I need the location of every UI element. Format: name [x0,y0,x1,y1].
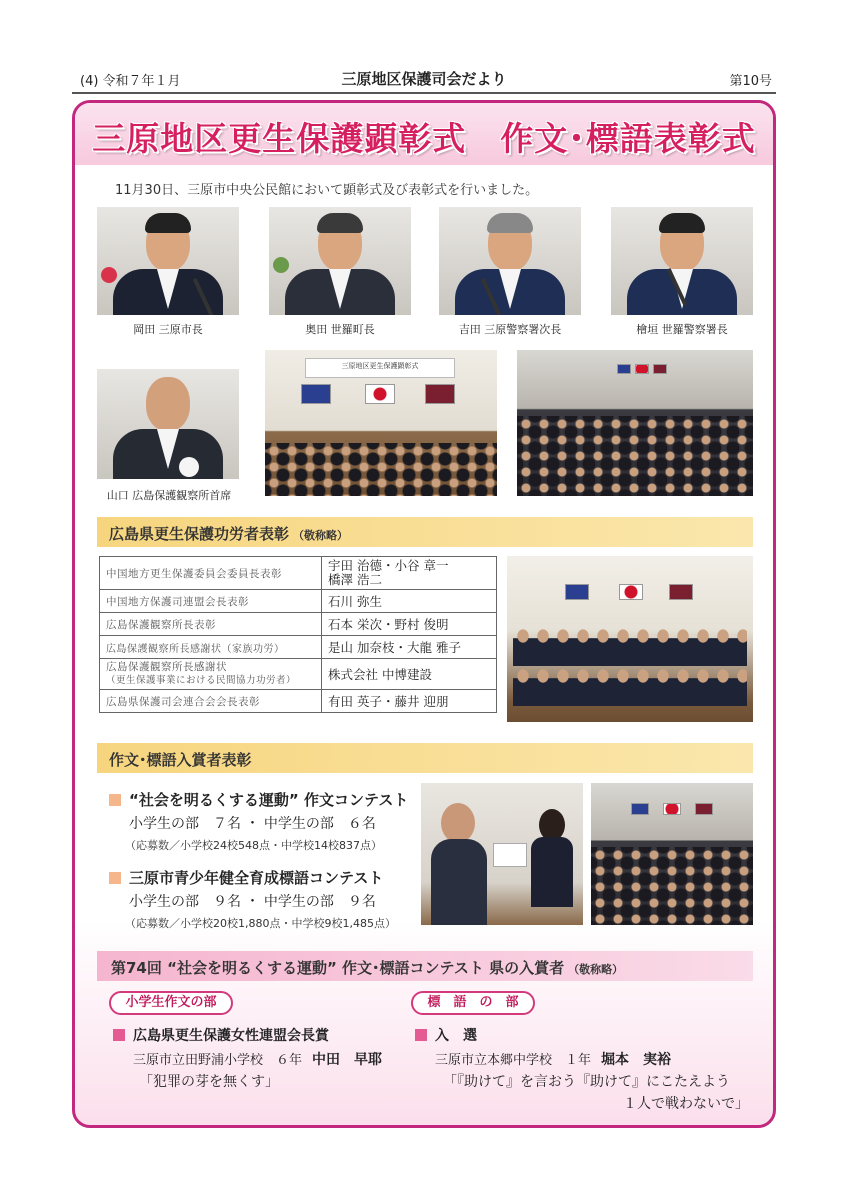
award-title: 広島県保護司会連合会会長表彰 [100,690,322,713]
table-row [100,590,497,613]
award-title: 中国地方保護司連盟会長表彰 [100,590,322,613]
slogan-contest-heading: 三原市青少年健全育成標語コンテスト [109,867,383,888]
essay-contest-counts: 小学生の部 ７名 ・ 中学生の部 ６名 [129,816,376,832]
photo-yamaguchi [97,369,239,479]
award-name: 石川 弥生 [322,590,497,613]
essay-contest-heading: “社会を明るくする運動” 作文コンテスト [109,789,408,810]
award-name: 是山 加奈枝・大龍 雅子 [322,636,497,659]
newsletter-title: 三原地区保護司会だより [341,70,507,88]
page-header [72,66,776,90]
award-name: 石本 栄次・野村 俊明 [322,613,497,636]
essay-category-pill: 小学生作文の部 [109,991,233,1015]
table-row [100,557,497,590]
bullet-square-icon [109,794,121,806]
essay-contest-applications: （応募数／小学校24校548点・中学校14校837点） [125,839,382,852]
award-title: 広島保護観察所長感謝状（家族功労） [100,636,322,659]
award-names [322,557,497,590]
header-rule [72,92,776,94]
contest-section-title: 作文･標語入賞者表彰 [109,751,252,769]
award-name: 株式会社 中博建設 [322,659,497,690]
table-row [100,613,497,636]
award-section-header [97,517,753,547]
intro-text: 11月30日、三原市中央公民館において顕彰式及び表彰式を行いました。 [115,183,539,198]
table-row [100,636,497,659]
award-name: 橋澤 浩二 [328,572,382,587]
award-table [99,556,497,713]
bullet-square-icon [113,1029,125,1041]
slogan-winner-name: 堀本 実裕 [601,1052,672,1068]
page-title: 三原地区更生保護顕彰式 作文･標語表彰式 [92,119,756,158]
page-info: (4) 令和７年１月 [80,74,181,89]
photo-contest-audience [591,783,753,925]
table-row [100,659,497,690]
award-title-main: 広島保護観察所長感謝状 [106,661,227,673]
flag-japan [365,384,395,404]
award-name: 有田 英子・藤井 迎朋 [322,690,497,713]
photo-ceremony-stage [265,350,497,496]
slogan-category-pill: 標 語 の 部 [411,991,535,1015]
prefecture-section-note: （敬称略） [568,963,624,976]
essay-award-name: 広島県更生保護女性連盟会長賞 [113,1025,329,1045]
photo-group [507,556,753,722]
slogan-winner [435,1049,671,1069]
photo-okada [97,207,239,315]
caption-yoshida: 吉田 三原警察署次長 [458,323,562,336]
photo-okuda [269,207,411,315]
stage-sign: 三原地区更生保護顕彰式 [305,358,455,378]
table-row [100,690,497,713]
bullet-square-icon [415,1029,427,1041]
caption-higaki: 檜垣 世羅警察署長 [636,323,728,336]
award-section-note: （敬称略） [293,529,349,542]
award-title-sub: （更生保護事業における民間協力功労者） [106,675,297,686]
title-banner [75,103,773,165]
essay-winner-name: 中田 早耶 [312,1052,383,1068]
slogan-contest-applications: （応募数／小学校20校1,880点・中学校9校1,485点） [125,917,396,930]
flag-blue [301,384,331,404]
photo-higaki [611,207,753,315]
flag-red [425,384,455,404]
prefecture-section-title: 第74回 “社会を明るくする運動” 作文･標語コンテスト 県の入賞者 [111,959,565,977]
article-frame [72,100,776,1128]
bullet-square-icon [109,872,121,884]
issue-number: 第10号 [729,74,772,89]
slogan-work-line2: １人で戦わないで」 [623,1096,749,1112]
caption-okada: 岡田 三原市長 [133,323,203,336]
caption-yamaguchi: 山口 広島保護観察所首席 [106,489,232,502]
prefecture-section-header [97,951,753,981]
photo-yoshida [439,207,581,315]
contest-section-header [97,743,753,773]
essay-work-title: 「犯罪の芽を無くす」 [139,1074,279,1090]
award-name: 宇田 治德・小谷 章一 [328,558,449,573]
slogan-award-name: 入 選 [415,1025,477,1045]
award-title [100,659,322,690]
slogan-contest-counts: 小学生の部 ９名 ・ 中学生の部 ９名 [129,894,376,910]
photo-audience [517,350,753,496]
essay-winner-school: 三原市立田野浦小学校 ６年 [133,1053,303,1068]
award-section-title: 広島県更生保護功労者表彰 [109,525,290,543]
slogan-winner-school: 三原市立本郷中学校 １年 [435,1053,592,1068]
award-title: 広島保護観察所長表彰 [100,613,322,636]
caption-okuda: 奥田 世羅町長 [305,323,375,336]
photo-award-presentation [421,783,583,925]
essay-winner [133,1049,382,1069]
award-title: 中国地方更生保護委員会委員長表彰 [100,557,322,590]
slogan-work-line1: 「『助けて』を言おう『助けて』にこたえよう [443,1074,730,1090]
